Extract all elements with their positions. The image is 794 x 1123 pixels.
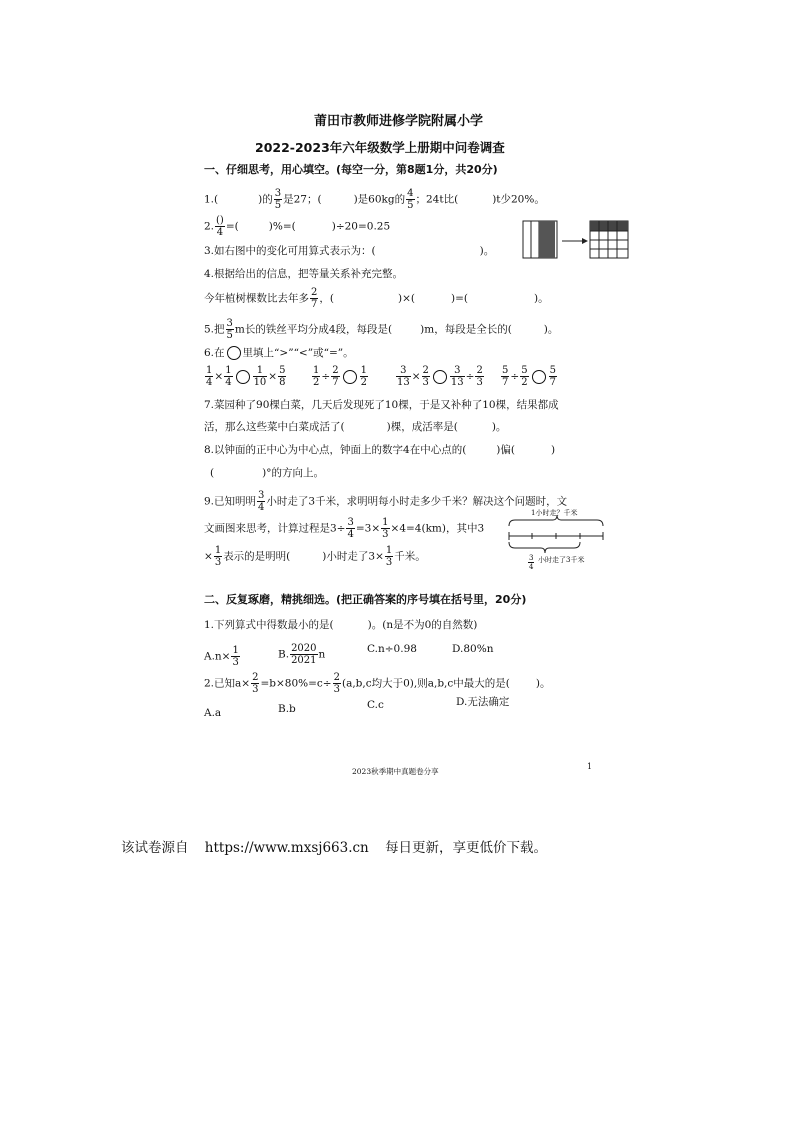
- question-6-item-1: $\frac{1}{4}$ × $\frac{1}{4}$ $\frac{1}{10}$ × $\frac{5}{8}$: [206, 365, 286, 388]
- compare-circle-icon: [532, 370, 546, 384]
- question-6-item-3: $\frac{3}{13}$ × $\frac{2}{3}$ $\frac{3}{13}$ ÷ $\frac{2}{3}$: [397, 365, 483, 388]
- source-link[interactable]: https://www.mxsj663.cn: [204, 840, 369, 856]
- page-number: 1: [587, 762, 593, 771]
- page-footer: 2023秋季期中真题卷分享: [352, 767, 439, 776]
- source-label: 该试卷源自: [121, 840, 189, 856]
- question-7-line-2: 活，那么这些菜中白菜成活了( )棵，成活率是( )。: [204, 421, 507, 433]
- question-1: 1.( )的 $\frac{3}{5}$ 是27；( )是60kg的 $\frac{4}{5}$ ；24t比( )t少20%。: [204, 188, 545, 211]
- question-6: 6.在 里填上“>”“<”或“=”。: [204, 347, 354, 359]
- compare-circle-icon: [236, 370, 250, 384]
- question-2: 2. $\frac{()}{4}$ =( )%=( )÷20=0.25: [204, 215, 391, 238]
- choice-2-option-d: D.无法确定: [456, 696, 510, 708]
- compare-circle-icon: [433, 370, 447, 384]
- diagram-top-label: 1小时走？千米: [531, 509, 578, 517]
- question-8-line-1: 8.以钟面的正中心为中心点，钟面上的数字4在中心点的( )偏( ): [204, 444, 556, 456]
- choice-1-option-d: D.80%n: [452, 643, 494, 655]
- choice-2-option-a: A.a: [204, 707, 222, 719]
- diagram-fraction: $\frac{3}{4}$: [529, 554, 534, 571]
- question-6-item-4: $\frac{5}{7}$ ÷ $\frac{5}{2}$ $\frac{5}{7}$: [502, 365, 556, 388]
- choice-question-1: 1.下列算式中得数最小的是( )。(n是不为0的自然数): [204, 619, 478, 631]
- choice-2-option-c: C.c: [367, 699, 384, 711]
- question-3: 3.如右图中的变化可用算式表示为：( )。: [204, 245, 495, 257]
- question-9-line-2: 文画图来思考，计算过程是3÷ $\frac{3}{4}$ =3× $\frac{1}{3}$ ×4=4(km)，其中3: [204, 517, 485, 540]
- diagram-bottom-label: 小时走了3千米: [538, 556, 585, 564]
- question-5: 5.把 $\frac{3}{5}$ m长的铁丝平均分成4段，每段是( )m，每段是全长的( )。: [204, 318, 559, 341]
- distance-line-diagram: [505, 508, 605, 570]
- choice-1-option-c: C.n÷0.98: [367, 643, 417, 655]
- compare-circle-icon: [227, 346, 241, 360]
- question-7-line-1: 7.菜园种了90棵白菜，几天后发现死了10棵，于是又补种了10棵，结果都成: [204, 399, 559, 411]
- source-note: 每日更新，享更低价下载。: [385, 840, 548, 856]
- question-9-line-1: 9.已知明明 $\frac{3}{4}$ 小时走了3千米，求明明每小时走多少千米？解决这个问题时，文: [204, 490, 568, 513]
- question-6-item-2: $\frac{1}{2}$ ÷ $\frac{2}{7}$ $\frac{1}{2}$: [313, 365, 367, 388]
- school-name: 莆田市教师进修学院附属小学: [314, 114, 484, 129]
- section1-heading: 一、仔细思考，用心填空。(每空一分，第8题1分，共20分): [204, 163, 498, 176]
- fraction-change-diagram: [522, 219, 630, 261]
- choice-2-option-b: B.b: [278, 703, 296, 715]
- choice-1-option-b: B. $\frac{2020}{2021}$ n: [278, 643, 326, 666]
- choice-1-option-a: A.n× $\frac{1}{3}$: [204, 645, 239, 668]
- compare-circle-icon: [343, 370, 357, 384]
- question-4: 4.根据给出的信息，把等量关系补充完整。: [204, 268, 404, 280]
- exam-title: 2022-2023年六年级数学上册期中问卷调查: [255, 140, 505, 155]
- section2-heading: 二、反复琢磨，精挑细选。(把正确答案的序号填在括号里，20分): [204, 593, 527, 606]
- question-4-equation: 今年植树棵数比去年多 $\frac{2}{7}$ ，( )×( )=( )。: [204, 287, 549, 310]
- question-8-line-2: ( )°的方向上。: [210, 467, 324, 479]
- question-9-line-3: × $\frac{1}{3}$ 表示的是明明( )小时走了3× $\frac{1}{3}$ 千米。: [204, 545, 426, 568]
- choice-question-2: 2.已知a× $\frac{2}{3}$ =b×80%=c÷ $\frac{2}{3}$ (a,b,c均大于0),则a,b,c中最大的是( )。: [204, 672, 551, 695]
- source-line: [121, 836, 547, 856]
